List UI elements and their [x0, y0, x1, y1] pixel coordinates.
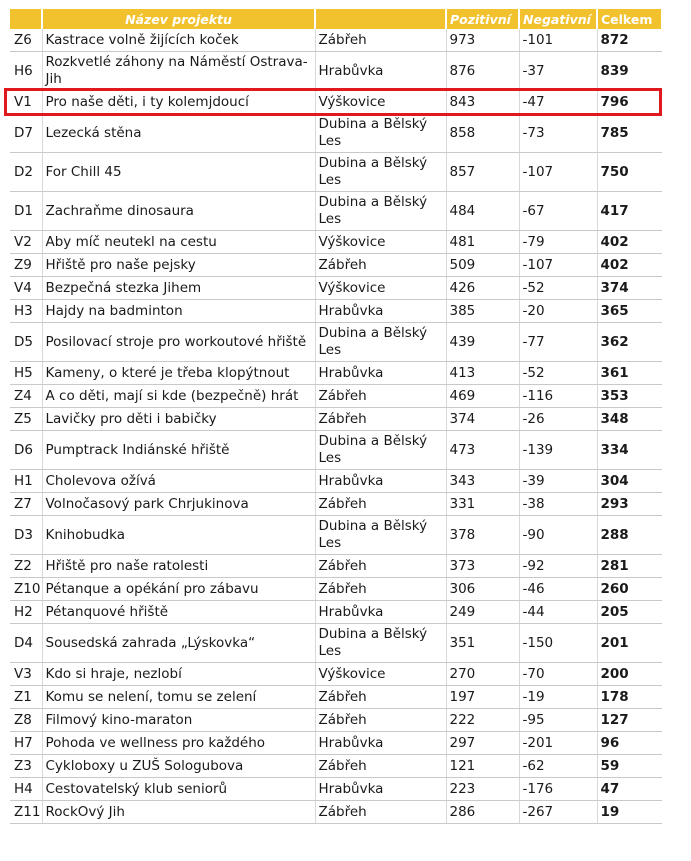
negative-votes: -101	[519, 29, 597, 52]
project-code: Z11	[10, 801, 42, 824]
total-votes: 374	[597, 277, 662, 300]
total-votes: 417	[597, 192, 662, 231]
total-votes: 59	[597, 755, 662, 778]
project-code: D3	[10, 516, 42, 555]
project-code: D6	[10, 431, 42, 470]
positive-votes: 843	[446, 91, 519, 114]
positive-votes: 481	[446, 231, 519, 254]
total-votes: 47	[597, 778, 662, 801]
positive-votes: 351	[446, 624, 519, 663]
project-area: Dubina a Bělský Les	[315, 431, 446, 470]
total-votes: 304	[597, 470, 662, 493]
project-code: D7	[10, 114, 42, 153]
total-votes: 872	[597, 29, 662, 52]
project-name: Pro naše děti, i ty kolemjdoucí	[42, 91, 315, 114]
negative-votes: -44	[519, 601, 597, 624]
project-name: Kastrace volně žijících koček	[42, 29, 315, 52]
project-area: Hrabůvka	[315, 52, 446, 91]
table-row	[10, 431, 662, 470]
negative-votes: -52	[519, 277, 597, 300]
positive-votes: 858	[446, 114, 519, 153]
project-name: Pohoda ve wellness pro každého	[42, 732, 315, 755]
total-votes: 402	[597, 254, 662, 277]
negative-votes: -70	[519, 663, 597, 686]
positive-votes: 121	[446, 755, 519, 778]
project-code: D1	[10, 192, 42, 231]
total-votes: 796	[597, 91, 662, 114]
project-area: Dubina a Bělský Les	[315, 153, 446, 192]
table-row	[10, 624, 662, 663]
project-name: Kdo si hraje, nezlobí	[42, 663, 315, 686]
project-name: Zachraňme dinosaura	[42, 192, 315, 231]
table-row	[10, 192, 662, 231]
positive-votes: 426	[446, 277, 519, 300]
project-name: Hajdy na badminton	[42, 300, 315, 323]
project-area: Zábřeh	[315, 254, 446, 277]
project-name: Hřiště pro naše ratolesti	[42, 555, 315, 578]
negative-votes: -73	[519, 114, 597, 153]
total-votes: 281	[597, 555, 662, 578]
project-name: Knihobudka	[42, 516, 315, 555]
positive-votes: 857	[446, 153, 519, 192]
positive-votes: 373	[446, 555, 519, 578]
project-area: Dubina a Bělský Les	[315, 114, 446, 153]
negative-votes: -90	[519, 516, 597, 555]
positive-votes: 378	[446, 516, 519, 555]
header-negative: Negativní	[519, 9, 597, 29]
positive-votes: 343	[446, 470, 519, 493]
header-code	[10, 9, 42, 29]
total-votes: 205	[597, 601, 662, 624]
project-code: D4	[10, 624, 42, 663]
results-table-container	[10, 9, 662, 824]
negative-votes: -62	[519, 755, 597, 778]
table-header-row	[10, 9, 662, 29]
negative-votes: -92	[519, 555, 597, 578]
table-row	[10, 709, 662, 732]
negative-votes: -139	[519, 431, 597, 470]
positive-votes: 473	[446, 431, 519, 470]
project-name: For Chill 45	[42, 153, 315, 192]
table-row	[10, 91, 662, 114]
project-name: A co děti, mají si kde (bezpečně) hrát	[42, 385, 315, 408]
project-code: Z1	[10, 686, 42, 709]
header-area	[315, 9, 446, 29]
negative-votes: -107	[519, 254, 597, 277]
negative-votes: -267	[519, 801, 597, 824]
project-code: H1	[10, 470, 42, 493]
table-row	[10, 686, 662, 709]
project-name: Pumptrack Indiánské hřiště	[42, 431, 315, 470]
project-name: Volnočasový park Chrjukinova	[42, 493, 315, 516]
project-area: Zábřeh	[315, 578, 446, 601]
table-row	[10, 300, 662, 323]
project-code: V4	[10, 277, 42, 300]
negative-votes: -176	[519, 778, 597, 801]
project-area: Hrabůvka	[315, 470, 446, 493]
project-area: Dubina a Bělský Les	[315, 624, 446, 663]
table-row	[10, 323, 662, 362]
table-row	[10, 732, 662, 755]
project-code: H2	[10, 601, 42, 624]
negative-votes: -150	[519, 624, 597, 663]
table-row	[10, 801, 662, 824]
total-votes: 96	[597, 732, 662, 755]
table-row	[10, 663, 662, 686]
project-code: V1	[10, 91, 42, 114]
project-code: Z7	[10, 493, 42, 516]
total-votes: 348	[597, 408, 662, 431]
positive-votes: 223	[446, 778, 519, 801]
project-name: Lezecká stěna	[42, 114, 315, 153]
total-votes: 201	[597, 624, 662, 663]
project-code: D5	[10, 323, 42, 362]
negative-votes: -37	[519, 52, 597, 91]
project-results-table	[10, 9, 663, 824]
positive-votes: 286	[446, 801, 519, 824]
positive-votes: 249	[446, 601, 519, 624]
project-area: Hrabůvka	[315, 362, 446, 385]
project-area: Zábřeh	[315, 408, 446, 431]
project-name: Posilovací stroje pro workoutové hřiště	[42, 323, 315, 362]
project-code: Z4	[10, 385, 42, 408]
project-code: Z9	[10, 254, 42, 277]
project-area: Výškovice	[315, 663, 446, 686]
project-name: Filmový kino-maraton	[42, 709, 315, 732]
total-votes: 839	[597, 52, 662, 91]
table-row	[10, 362, 662, 385]
table-row	[10, 114, 662, 153]
positive-votes: 469	[446, 385, 519, 408]
project-code: Z2	[10, 555, 42, 578]
project-area: Hrabůvka	[315, 732, 446, 755]
positive-votes: 385	[446, 300, 519, 323]
header-total: Celkem	[597, 9, 662, 29]
project-area: Výškovice	[315, 91, 446, 114]
project-code: V3	[10, 663, 42, 686]
project-area: Dubina a Bělský Les	[315, 516, 446, 555]
project-code: Z6	[10, 29, 42, 52]
project-name: Bezpečná stezka Jihem	[42, 277, 315, 300]
project-area: Zábřeh	[315, 709, 446, 732]
positive-votes: 374	[446, 408, 519, 431]
positive-votes: 331	[446, 493, 519, 516]
project-name: RockOvý Jih	[42, 801, 315, 824]
positive-votes: 197	[446, 686, 519, 709]
project-code: H5	[10, 362, 42, 385]
positive-votes: 297	[446, 732, 519, 755]
project-area: Výškovice	[315, 277, 446, 300]
total-votes: 200	[597, 663, 662, 686]
negative-votes: -38	[519, 493, 597, 516]
positive-votes: 222	[446, 709, 519, 732]
table-row	[10, 153, 662, 192]
total-votes: 362	[597, 323, 662, 362]
project-area: Zábřeh	[315, 801, 446, 824]
project-name: Cykloboxy u ZUŠ Sologubova	[42, 755, 315, 778]
table-row	[10, 493, 662, 516]
negative-votes: -26	[519, 408, 597, 431]
project-area: Výškovice	[315, 231, 446, 254]
project-name: Komu se nelení, tomu se zelení	[42, 686, 315, 709]
total-votes: 334	[597, 431, 662, 470]
project-name: Aby míč neutekl na cestu	[42, 231, 315, 254]
table-row	[10, 385, 662, 408]
negative-votes: -20	[519, 300, 597, 323]
positive-votes: 439	[446, 323, 519, 362]
project-name: Lavičky pro děti i babičky	[42, 408, 315, 431]
project-code: Z8	[10, 709, 42, 732]
positive-votes: 413	[446, 362, 519, 385]
project-name: Cestovatelský klub seniorů	[42, 778, 315, 801]
total-votes: 402	[597, 231, 662, 254]
project-area: Hrabůvka	[315, 601, 446, 624]
total-votes: 178	[597, 686, 662, 709]
total-votes: 353	[597, 385, 662, 408]
project-code: H3	[10, 300, 42, 323]
total-votes: 785	[597, 114, 662, 153]
project-name: Cholevova ožívá	[42, 470, 315, 493]
positive-votes: 270	[446, 663, 519, 686]
project-code: H4	[10, 778, 42, 801]
project-name: Kameny, o které je třeba klopýtnout	[42, 362, 315, 385]
project-area: Hrabůvka	[315, 778, 446, 801]
total-votes: 19	[597, 801, 662, 824]
project-name: Hřiště pro naše pejsky	[42, 254, 315, 277]
total-votes: 127	[597, 709, 662, 732]
header-positive: Pozitivní	[446, 9, 519, 29]
total-votes: 260	[597, 578, 662, 601]
project-code: Z10	[10, 578, 42, 601]
project-area: Zábřeh	[315, 555, 446, 578]
table-row	[10, 408, 662, 431]
total-votes: 361	[597, 362, 662, 385]
table-row	[10, 231, 662, 254]
table-body	[10, 29, 662, 824]
table-row	[10, 516, 662, 555]
project-area: Dubina a Bělský Les	[315, 323, 446, 362]
negative-votes: -77	[519, 323, 597, 362]
table-row	[10, 601, 662, 624]
negative-votes: -19	[519, 686, 597, 709]
project-area: Zábřeh	[315, 755, 446, 778]
project-area: Zábřeh	[315, 29, 446, 52]
table-row	[10, 755, 662, 778]
project-area: Zábřeh	[315, 493, 446, 516]
negative-votes: -201	[519, 732, 597, 755]
project-code: Z3	[10, 755, 42, 778]
table-row	[10, 555, 662, 578]
project-code: D2	[10, 153, 42, 192]
negative-votes: -79	[519, 231, 597, 254]
table-row	[10, 470, 662, 493]
total-votes: 750	[597, 153, 662, 192]
total-votes: 365	[597, 300, 662, 323]
project-name: Pétanque a opékání pro zábavu	[42, 578, 315, 601]
project-code: H6	[10, 52, 42, 91]
negative-votes: -107	[519, 153, 597, 192]
positive-votes: 973	[446, 29, 519, 52]
negative-votes: -39	[519, 470, 597, 493]
table-row	[10, 29, 662, 52]
project-area: Hrabůvka	[315, 300, 446, 323]
project-area: Zábřeh	[315, 686, 446, 709]
negative-votes: -47	[519, 91, 597, 114]
negative-votes: -95	[519, 709, 597, 732]
table-row	[10, 578, 662, 601]
project-name: Sousedská zahrada „Lýskovka“	[42, 624, 315, 663]
negative-votes: -67	[519, 192, 597, 231]
negative-votes: -52	[519, 362, 597, 385]
positive-votes: 509	[446, 254, 519, 277]
header-project-name: Název projektu	[42, 9, 315, 29]
positive-votes: 876	[446, 52, 519, 91]
project-name: Rozkvetlé záhony na Náměstí Ostrava-Jih	[42, 52, 315, 91]
project-code: H7	[10, 732, 42, 755]
project-name: Pétanquové hřiště	[42, 601, 315, 624]
table-row	[10, 254, 662, 277]
project-code: Z5	[10, 408, 42, 431]
positive-votes: 306	[446, 578, 519, 601]
table-row	[10, 277, 662, 300]
negative-votes: -116	[519, 385, 597, 408]
project-area: Zábřeh	[315, 385, 446, 408]
table-row	[10, 52, 662, 91]
positive-votes: 484	[446, 192, 519, 231]
project-code: V2	[10, 231, 42, 254]
project-area: Dubina a Bělský Les	[315, 192, 446, 231]
total-votes: 288	[597, 516, 662, 555]
negative-votes: -46	[519, 578, 597, 601]
total-votes: 293	[597, 493, 662, 516]
table-row	[10, 778, 662, 801]
